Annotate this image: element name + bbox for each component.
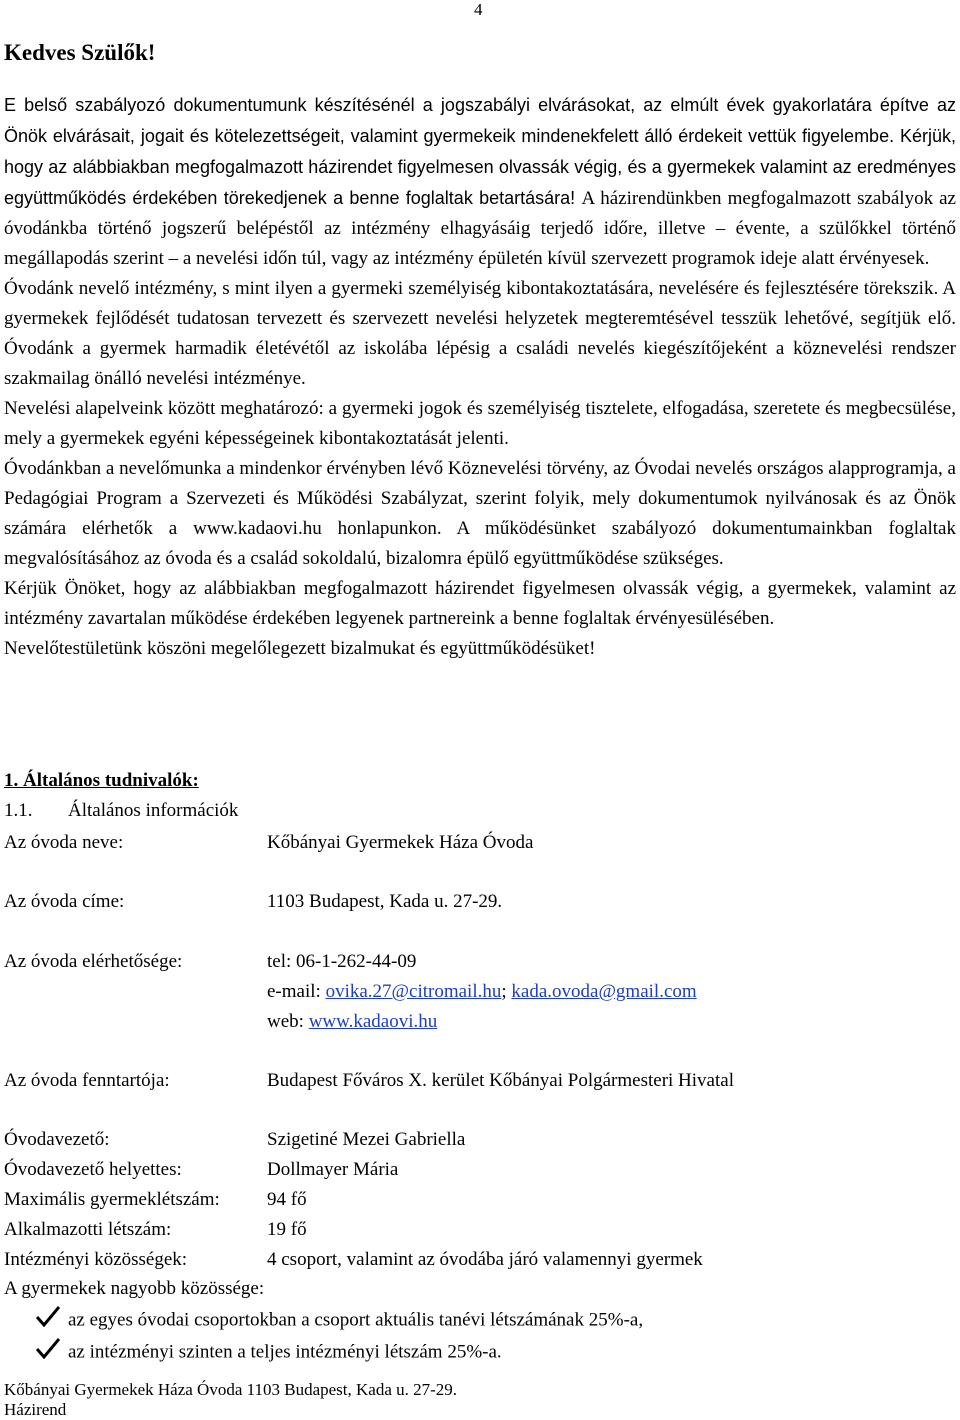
info-label: Az óvoda fenntartója:	[4, 1070, 170, 1091]
subsection-title: Általános információk	[68, 800, 239, 821]
paragraph-segment: Kérjük Önöket, hogy az alábbiakban megfogalmazott házirendet figyelmesen olvassák végig, a gyermekek, valamint az intézmény zavartalan működése érdekében legyenek partnereink a benne foglaltak érvényesülésében.	[4, 578, 956, 629]
web-prefix: web:	[267, 1011, 309, 1032]
info-label: Az óvoda elérhetősége:	[4, 951, 183, 972]
info-label: A gyermekek nagyobb közössége:	[4, 1278, 265, 1299]
paragraph-segment: A házirendünkben megfogalmazott szabályok az óvodánkba történő jogszerű belépéstől az intézmény elhagyásáig terjedő időre, illetve – évente, a szülőkkel történő megállapodás szerint – a nevelési időn túl, vagy az intézmény épületén kívül szervezett programok ideje alatt érvényesek.	[4, 188, 956, 269]
paragraph-segment: Nevelési alapelveink között meghatározó: a gyermeki jogok és személyiség tisztelete, elfogadása, szeretete és megbecsülése, mely a gyermekek egyéni képességeinek kibontakoztatását jelenti.	[4, 398, 956, 449]
info-value: Szigetiné Mezei Gabriella	[267, 1129, 466, 1150]
paragraph-segment: Óvodánk nevelő intézmény, s mint ilyen a gyermeki személyiség kibontakoztatására, nevelésére és fejlesztésére törekszik. A gyermekek fejlődését tudatosan tervezett és szervezett nevelési helyzetek megteremtésével tesszük lehetővé, segítjük elő. Óvodánk a gyermek harmadik életévétől az iskolába lépésig a családi nevelés kiegészítőjeként a köznevelési rendszer szakmailag önálló nevelési intézménye.	[4, 278, 956, 389]
info-value: 4 csoport, valamint az óvodába járó valamennyi gyermek	[267, 1249, 703, 1270]
check-list-item	[36, 1305, 643, 1335]
body-paragraph	[4, 274, 956, 394]
footer-address: Kőbányai Gyermekek Háza Óvoda 1103 Budapest, Kada u. 27-29.	[4, 1380, 458, 1399]
info-label: Intézményi közösségek:	[4, 1249, 188, 1270]
paragraph-segment: Kérjük, hogy az alábbiakban megfogalmazott házirendet figyelmesen olvassák végig, és a gyermekek valamint az eredményes együttműködés érdekében törekedjenek a benne foglaltak betartására!	[4, 126, 956, 208]
paragraph-segment: Óvodánkban a nevelőmunka a mindenkor érvényben lévő Köznevelési törvény, az Óvodai nevelés országos alapprogramja, a Pedagógiai Program a Szervezeti és Működési Szabályzat, szerint folyik, mely dokumentumok nyilvánosak és az Önök számára elérhetők a www.kadaovi.hu honlapunkon. A működésünket szabályozó dokumentumainkban foglaltak megvalósításához az óvoda és a család sokoldalú, bizalomra épülő együttműködése szükséges.	[4, 458, 956, 569]
body-paragraph	[4, 90, 956, 274]
intro-body	[4, 90, 956, 664]
info-value: Budapest Főváros X. kerület Kőbányai Polgármesteri Hivatal	[267, 1070, 734, 1091]
web-link[interactable]: www.kadaovi.hu	[308, 1011, 438, 1032]
email-prefix: e-mail:	[267, 981, 326, 1002]
body-paragraph	[4, 574, 956, 634]
info-label: Az óvoda neve:	[4, 832, 124, 853]
body-paragraph	[4, 634, 956, 664]
paragraph-segment: Nevelőtestületünk köszöni megelőlegezett bizalmukat és együttműködésüket!	[4, 638, 596, 659]
email-link-2[interactable]: kada.ovoda@gmail.com	[511, 981, 697, 1002]
body-paragraph	[4, 394, 956, 454]
footer-doc-title: Házirend	[4, 1400, 67, 1419]
info-value: 1103 Budapest, Kada u. 27-29.	[267, 891, 503, 912]
checkmark-icon	[36, 1305, 60, 1337]
info-label: Óvodavezető helyettes:	[4, 1159, 182, 1180]
check-list-item	[36, 1337, 502, 1367]
page-number: 4	[474, 0, 483, 19]
paragraph-segment: E belső szabályozó dokumentumunk készítésénél a jogszabályi elvárásokat, az elmúlt évek gyakorlatára építve az Önök elvárásait, jogait és kötelezettségeit, valamint gyermekeik mindenekfelett álló érdekeit vettük figyelembe.	[4, 95, 956, 146]
greeting-heading: Kedves Szülők!	[4, 40, 156, 65]
info-label: Óvodavezető:	[4, 1129, 110, 1150]
info-value-tel: tel: 06-1-262-44-09	[267, 951, 417, 972]
subsection-number: 1.1.	[4, 800, 33, 821]
section-heading: 1. Általános tudnivalók:	[4, 770, 199, 791]
info-value: Dollmayer Mária	[267, 1159, 399, 1180]
page-footer	[4, 1380, 457, 1420]
info-label: Maximális gyermeklétszám:	[4, 1189, 220, 1210]
info-value: 94 fő	[267, 1189, 307, 1210]
body-paragraph	[4, 454, 956, 574]
info-value: 19 fő	[267, 1219, 307, 1240]
info-label: Az óvoda címe:	[4, 891, 125, 912]
info-value: Kőbányai Gyermekek Háza Óvoda	[267, 832, 534, 853]
checkmark-icon	[36, 1337, 60, 1369]
email-separator: ;	[501, 981, 512, 1002]
check-item-text: az egyes óvodai csoportokban a csoport aktuális tanévi létszámának 25%-a,	[68, 1309, 644, 1331]
info-label: Alkalmazotti létszám:	[4, 1219, 172, 1240]
subsection-heading	[4, 800, 238, 822]
check-item-text: az intézményi szinten a teljes intézményi létszám 25%-a.	[68, 1341, 502, 1363]
email-link-1[interactable]: ovika.27@citromail.hu	[325, 981, 502, 1002]
